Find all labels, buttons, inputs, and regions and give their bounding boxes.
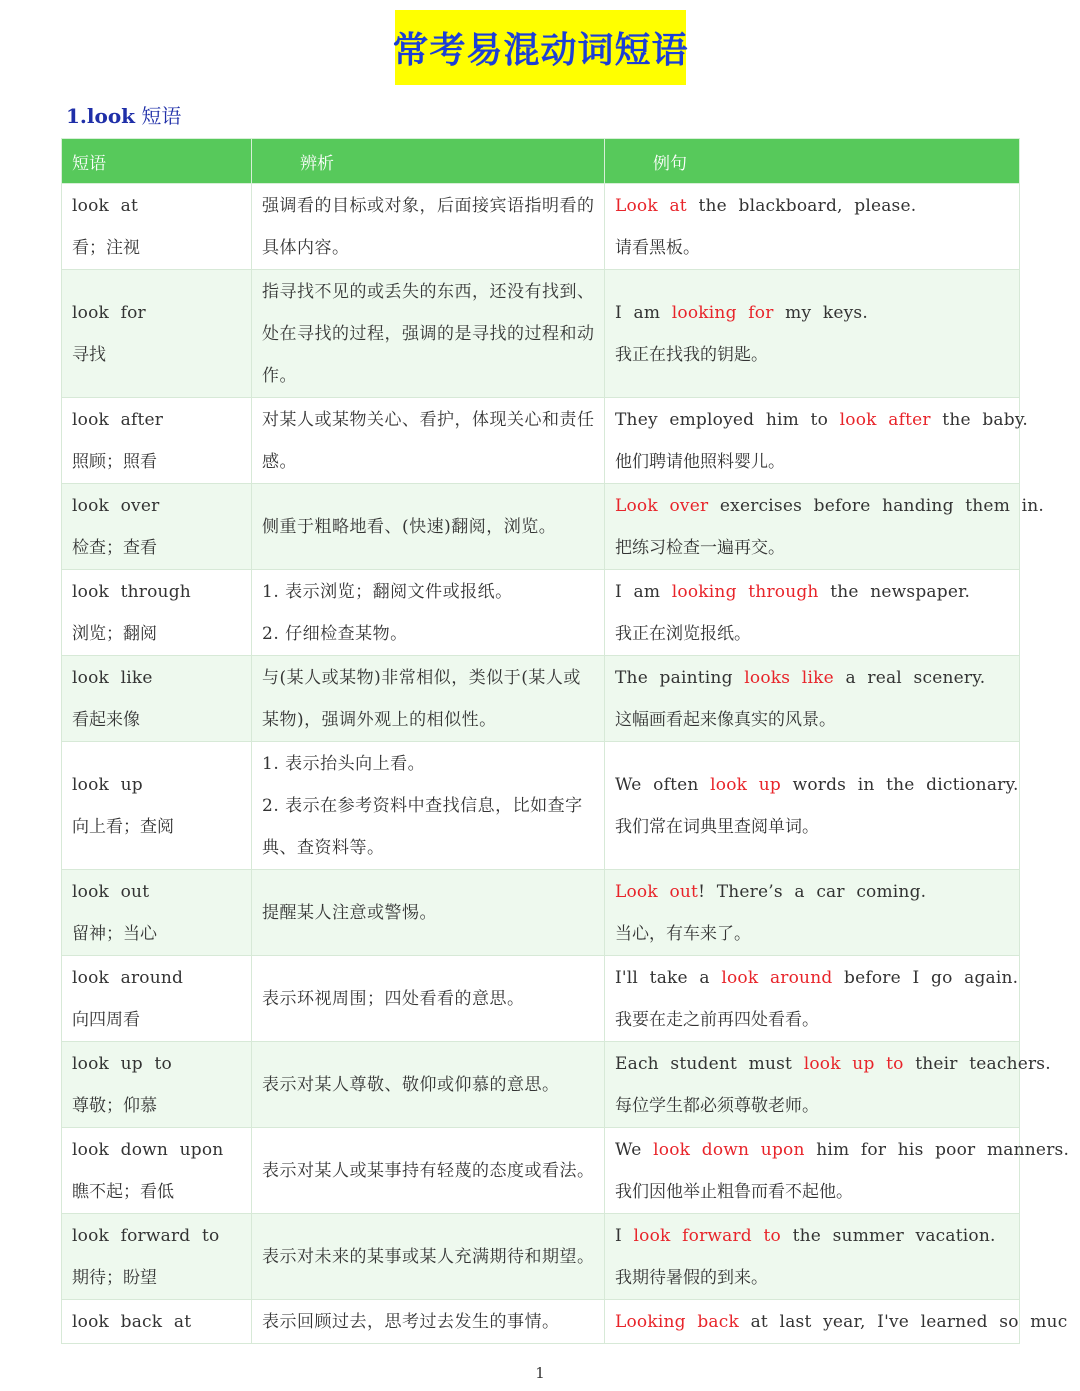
example-cell <box>605 184 1020 270</box>
table-row <box>62 1300 1020 1344</box>
table-row <box>62 1042 1020 1128</box>
phrase-text: look for <box>72 302 146 323</box>
sentence-text: the blackboard, please. <box>686 195 917 216</box>
analysis-text: 表示对某人尊敬、敬仰或仰慕的意思。 <box>262 1074 560 1095</box>
highlighted-phrase: looks like <box>744 667 834 688</box>
sentence-text: words in the dictionary. <box>780 774 1019 795</box>
highlighted-phrase: look up <box>710 774 781 795</box>
phrase-meaning: 照顾；照看 <box>72 451 157 472</box>
phrase-meaning: 瞧不起；看低 <box>72 1181 174 1202</box>
phrase-cell <box>62 656 252 742</box>
example-cell <box>605 870 1020 956</box>
table-body <box>62 184 1070 1344</box>
phrase-cell <box>62 1214 252 1300</box>
sentence-text: exercises before handing them in. <box>708 495 1045 516</box>
analysis-cell <box>252 656 605 742</box>
analysis-cell <box>252 870 605 956</box>
table-row <box>62 1214 1020 1300</box>
phrase-text: look around <box>72 967 184 988</box>
table-row <box>62 570 1020 656</box>
example-translation: 我期待暑假的到来。 <box>615 1267 768 1288</box>
phrase-meaning: 看起来像 <box>72 709 140 730</box>
phrase-meaning: 浏览；翻阅 <box>72 623 157 644</box>
page-number: 1 <box>535 1364 545 1382</box>
phrase-text: look up to <box>72 1053 172 1074</box>
analysis-cell <box>252 1300 605 1344</box>
phrase-meaning: 向上看；查阅 <box>72 816 174 837</box>
sentence-text: I am <box>615 302 672 323</box>
analysis-text: 指寻找不见的或丢失的东西，还没有找到、处在寻找的过程，强调的是寻找的过程和动作。 <box>262 281 595 386</box>
phrase-text: look back at <box>72 1311 192 1332</box>
highlighted-phrase: Look at <box>615 195 687 216</box>
example-translation: 把练习检查一遍再交。 <box>615 537 785 558</box>
analysis-text: 提醒某人注意或警惕。 <box>262 902 437 923</box>
table-row <box>62 656 1020 742</box>
example-sentence <box>615 1301 1068 1343</box>
example-translation: 我们因他举止粗鲁而看不起他。 <box>615 1181 853 1202</box>
column-header-phrase: 短语 <box>62 139 252 184</box>
example-translation: 请看黑板。 <box>615 237 700 258</box>
table-row <box>62 870 1020 956</box>
analysis-text: 对某人或某物关心、看护，体现关心和责任感。 <box>262 409 595 472</box>
column-header-analysis: 辨析 <box>252 139 605 184</box>
sentence-text: We often <box>615 774 711 795</box>
phrase-cell <box>62 956 252 1042</box>
example-sentence <box>615 1215 1009 1257</box>
phrase-cell <box>62 270 252 398</box>
example-cell <box>605 270 1020 398</box>
column-header-example: 例句 <box>605 139 1020 184</box>
highlighted-phrase: looking through <box>671 581 819 602</box>
phrase-meaning: 留神；当心 <box>72 923 157 944</box>
table-row <box>62 270 1020 398</box>
example-sentence <box>615 571 1009 613</box>
analysis-cell <box>252 570 605 656</box>
example-sentence <box>615 485 1045 527</box>
example-sentence <box>615 957 1019 999</box>
highlighted-phrase: Look over <box>615 495 709 516</box>
example-cell <box>605 398 1028 484</box>
sentence-text: him for his poor manners. <box>804 1139 1070 1160</box>
phrase-meaning: 看；注视 <box>72 237 140 258</box>
phrase-meaning: 寻找 <box>72 344 106 365</box>
phrase-cell <box>62 870 252 956</box>
example-cell <box>605 1214 1020 1300</box>
analysis-cell <box>252 742 605 870</box>
phrase-table <box>61 138 1070 1344</box>
analysis-cell <box>252 1214 605 1300</box>
analysis-cell <box>252 956 605 1042</box>
example-translation: 我要在走之前再四处看看。 <box>615 1009 819 1030</box>
table-row <box>62 1128 1020 1214</box>
phrase-text: look over <box>72 495 160 516</box>
highlighted-phrase: look down upon <box>653 1139 805 1160</box>
analysis-text: 1. 表示抬头向上看。 <box>262 753 426 774</box>
title-banner <box>392 10 689 85</box>
example-sentence <box>615 1129 1070 1171</box>
phrase-text: look up <box>72 774 143 795</box>
analysis-cell <box>252 1128 605 1214</box>
sentence-text: their teachers. <box>903 1053 1051 1074</box>
section-heading <box>66 101 181 131</box>
example-cell <box>605 1300 1068 1344</box>
phrase-meaning: 期待；盼望 <box>72 1267 157 1288</box>
example-translation: 他们聘请他照料婴儿。 <box>615 451 785 472</box>
example-sentence <box>615 185 1009 227</box>
sentence-text: my keys. <box>773 302 868 323</box>
phrase-text: look forward to <box>72 1225 220 1246</box>
example-sentence <box>615 764 1019 806</box>
phrase-text: look through <box>72 581 191 602</box>
highlighted-phrase: Looking back <box>615 1311 739 1332</box>
table-row <box>62 484 1020 570</box>
phrase-meaning: 尊敬；仰慕 <box>72 1095 157 1116</box>
phrase-meaning: 检查；查看 <box>72 537 157 558</box>
analysis-text: 强调看的目标或对象，后面接宾语指明看的具体内容。 <box>262 195 595 258</box>
phrase-meaning: 向四周看 <box>72 1009 140 1030</box>
sentence-text: They employed him to <box>615 409 840 430</box>
example-cell <box>605 484 1045 570</box>
phrase-cell <box>62 1300 252 1344</box>
sentence-text: The painting <box>615 667 745 688</box>
example-translation: 这幅画看起来像真实的风景。 <box>615 709 836 730</box>
analysis-cell <box>252 270 605 398</box>
phrase-cell <box>62 398 252 484</box>
highlighted-phrase: Look out <box>615 881 699 902</box>
example-cell <box>605 742 1020 870</box>
phrase-text: look at <box>72 195 138 216</box>
example-cell <box>605 1128 1070 1214</box>
example-sentence <box>615 657 1009 699</box>
analysis-text: 表示对某人或某事持有轻蔑的态度或看法。 <box>262 1160 595 1181</box>
highlighted-phrase: look forward to <box>633 1225 781 1246</box>
analysis-text: 表示对未来的某事或某人充满期待和期望。 <box>262 1246 595 1267</box>
table-row <box>62 742 1020 870</box>
section-label: 短语 <box>141 104 182 128</box>
example-translation: 每位学生都必须尊敬老师。 <box>615 1095 819 1116</box>
analysis-text: 1. 表示浏览；翻阅文件或报纸。 <box>262 581 513 602</box>
phrase-text: look after <box>72 409 164 430</box>
highlighted-phrase: look up to <box>803 1053 904 1074</box>
table-row <box>62 184 1020 270</box>
analysis-text: 侧重于粗略地看、(快速)翻阅，浏览。 <box>262 516 557 537</box>
highlighted-phrase: looking for <box>671 302 774 323</box>
highlighted-phrase: look after <box>839 409 931 430</box>
analysis-cell <box>252 398 605 484</box>
example-translation: 我正在浏览报纸。 <box>615 623 751 644</box>
sentence-text: I <box>615 1225 634 1246</box>
example-cell <box>605 570 1020 656</box>
sentence-text: the summer vacation. <box>780 1225 996 1246</box>
sentence-text: at last year, I've learned so muc <box>738 1311 1068 1332</box>
analysis-text: 2. 表示在参考资料中查找信息，比如查字典、查资料等。 <box>262 795 583 858</box>
example-cell <box>605 956 1020 1042</box>
phrase-cell <box>62 484 252 570</box>
example-translation: 我正在找我的钥匙。 <box>615 344 768 365</box>
phrase-text: look out <box>72 881 150 902</box>
table-row <box>62 398 1020 484</box>
sentence-text: ! There’s a car coming. <box>698 881 927 902</box>
analysis-text: 表示环视周围；四处看看的意思。 <box>262 988 525 1009</box>
sentence-text: the baby. <box>930 409 1028 430</box>
phrase-cell <box>62 570 252 656</box>
sentence-text: a real scenery. <box>833 667 986 688</box>
sentence-text: I'll take a <box>615 967 722 988</box>
example-sentence <box>615 1043 1051 1085</box>
phrase-text: look like <box>72 667 153 688</box>
section-number: 1.look <box>66 104 136 128</box>
phrase-cell <box>62 1042 252 1128</box>
table-header-row <box>62 139 1020 184</box>
example-translation: 我们常在词典里查阅单词。 <box>615 816 819 837</box>
example-cell <box>605 1042 1051 1128</box>
analysis-text: 表示回顾过去，思考过去发生的事情。 <box>262 1311 560 1332</box>
table-row <box>62 956 1020 1042</box>
phrase-cell <box>62 184 252 270</box>
sentence-text: We <box>615 1139 654 1160</box>
example-sentence <box>615 399 1028 441</box>
analysis-cell <box>252 1042 605 1128</box>
analysis-text: 与(某人或某物)非常相似，类似于(某人或某物)，强调外观上的相似性。 <box>262 667 581 730</box>
phrase-cell <box>62 1128 252 1214</box>
analysis-cell <box>252 184 605 270</box>
analysis-text: 2. 仔细检查某物。 <box>262 623 408 644</box>
phrase-cell <box>62 742 252 870</box>
sentence-text: Each student must <box>615 1053 804 1074</box>
example-sentence <box>615 292 1009 334</box>
sentence-text: I am <box>615 581 672 602</box>
example-sentence <box>615 871 1009 913</box>
sentence-text: the newspaper. <box>818 581 971 602</box>
phrase-text: look down upon <box>72 1139 224 1160</box>
example-translation: 当心，有车来了。 <box>615 923 751 944</box>
analysis-cell <box>252 484 605 570</box>
example-cell <box>605 656 1020 742</box>
highlighted-phrase: look around <box>721 967 833 988</box>
page-title: 常考易混动词短语 <box>392 30 689 71</box>
sentence-text: before I go again. <box>832 967 1019 988</box>
